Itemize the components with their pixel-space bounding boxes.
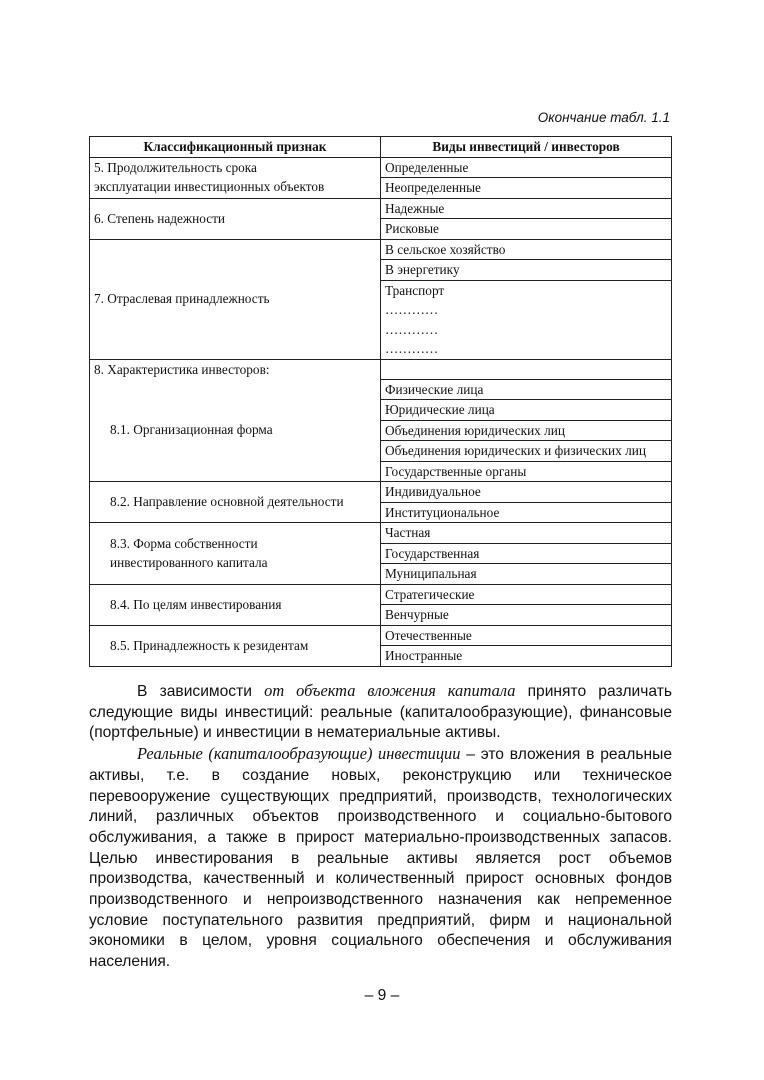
row-label-5 [90,157,381,198]
table-cell: Государственная [381,543,672,564]
row-label-7: 7. Отраслевая принадлежность [90,239,381,359]
table-row [90,198,672,219]
paragraph-1-rest: принято различать следующие виды инвестиций: реальные (капиталообразующие), финансовые (портфельные) и инвестиции в нематериальные активы. [89,683,672,742]
table-row [90,482,672,503]
row-label-8-1: 8.1. Организационная форма [90,379,381,482]
row-label-5-line2: эксплуатации инвестиционных объектов [94,179,325,194]
table-cell: В энергетику [381,260,672,281]
row-label-8-2: 8.2. Направление основной деятельности [90,482,381,523]
table-cell: Неопределенные [381,178,672,199]
item-ellipsis: ………… [385,321,439,337]
table-cell: В сельское хозяйство [381,239,672,260]
table-cell: Институциональное [381,502,672,523]
header-classification: Классификационный признак [90,137,381,158]
table-cell: Отечественные [381,625,672,646]
table-cell: Физические лица [381,379,672,400]
paragraph-2-emphasis: Реальные (капиталообразующие) инвестиции [137,744,461,764]
table-header-row [90,137,672,158]
paragraph-2 [89,744,672,973]
table-cell: Стратегические [381,584,672,605]
table-row [90,379,672,400]
table-cell [381,280,672,359]
body-text [89,681,672,973]
page-number: – 9 – [364,987,400,1004]
row-label-8-3-line1: 8.3. Форма собственности [110,535,258,551]
table-row [90,157,672,178]
item-ellipsis: ………… [385,302,439,317]
row-label-6: 6. Степень надежности [90,198,381,239]
table-cell: Рисковые [381,219,672,240]
table-row [90,584,672,605]
table-cell-empty [381,359,672,379]
table-cell: Объединения юридических лиц [381,420,672,441]
table-cell: Определенные [381,157,672,178]
paragraph-2-rest: – это вложения в реальные активы, т.е. в создание новых, реконструкцию или техническое перевооружение существующих предприятий, производств, технологических линий, различных объектов производственного и социально-бытового обслуживания, а также в прирост материально-производственных запасов. Целью инвестирования в реальные активы является рост объемов производства, качественный и количественный прирост основных фондов производственного и непроизводственного назначения как непременное условие поступательного развития предприятий, фирм и национальной экономики в целом, уровня социального обеспечения и обслуживания населения. [89,746,672,971]
table-row [90,523,672,544]
table-row [90,625,672,646]
item-transport: Транспорт [385,282,445,298]
table-cell: Надежные [381,198,672,219]
paragraph-1-emphasis: от объекта вложения капитала [264,681,516,700]
row-label-5-line1: 5. Продолжительность срока [94,159,257,175]
table-cell: Объединения юридических и физических лиц [381,441,672,462]
table-cell: Индивидуальное [381,482,672,503]
row-label-8-3-line2: инвестированного капитала [110,555,268,571]
table-cell: Иностранные [381,646,672,667]
table-cell: Частная [381,523,672,544]
row-label-8-3 [90,523,381,585]
table-cell: Муниципальная [381,564,672,585]
header-types: Виды инвестиций / инвесторов [381,137,672,158]
table-caption: Окончание табл. 1.1 [537,110,670,125]
table-cell: Государственные органы [381,461,672,482]
paragraph-1-start: В зависимости [137,683,265,700]
row-label-8-4: 8.4. По целям инвестирования [90,584,381,625]
classification-table [89,136,672,667]
table-row [90,239,672,260]
row-label-8: 8. Характеристика инвесторов: [90,359,381,379]
table-row [90,359,672,379]
row-label-8-5: 8.5. Принадлежность к резидентам [90,625,381,666]
item-ellipsis: ………… [385,341,439,356]
table-cell: Юридические лица [381,400,672,421]
table-cell: Венчурные [381,605,672,626]
paragraph-1 [89,681,672,744]
